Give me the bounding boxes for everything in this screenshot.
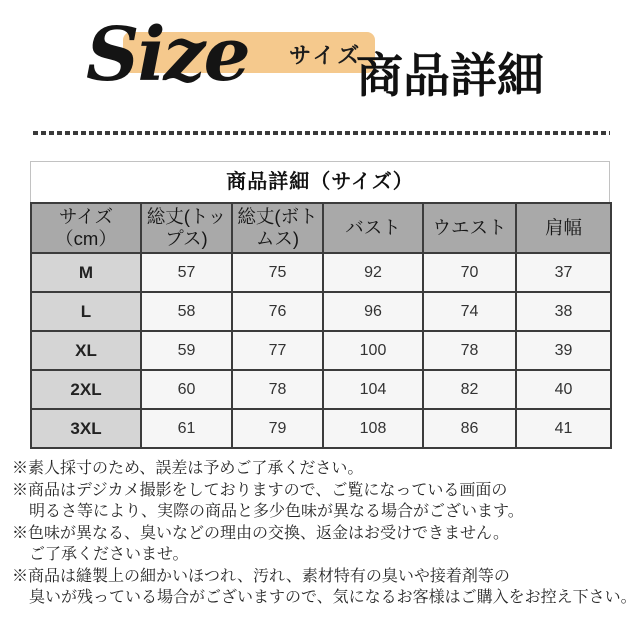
column-header: サイズ（cm） <box>31 203 141 253</box>
size-label: M <box>31 253 141 292</box>
size-katakana-label: サイズ <box>289 43 363 68</box>
note-line: ※素人採寸のため、誤差は予めご了承ください。 <box>12 460 364 477</box>
measurement-cell: 92 <box>323 253 423 292</box>
table-header-row <box>31 203 611 253</box>
measurement-cell: 82 <box>423 370 516 409</box>
measurement-cell: 57 <box>141 253 232 292</box>
measurement-cell: 41 <box>516 409 611 448</box>
measurement-cell: 78 <box>423 331 516 370</box>
measurement-cell: 78 <box>232 370 323 409</box>
measurement-cell: 76 <box>232 292 323 331</box>
measurement-cell: 100 <box>323 331 423 370</box>
measurement-cell: 58 <box>141 292 232 331</box>
measurement-cell: 70 <box>423 253 516 292</box>
page-title: 商品詳細 <box>356 49 544 104</box>
measurement-cell: 59 <box>141 331 232 370</box>
size-label: L <box>31 292 141 331</box>
note-line: ご了承くださいませ。 <box>29 546 189 563</box>
measurement-cell: 86 <box>423 409 516 448</box>
table-row <box>31 292 611 331</box>
note-line: ※商品は縫製上の細かいほつれ、汚れ、素材特有の臭いや接着剤等の <box>12 567 510 585</box>
table-row <box>31 370 611 409</box>
measurement-cell: 96 <box>323 292 423 331</box>
column-header: バスト <box>323 203 423 253</box>
measurement-cell: 61 <box>141 409 232 448</box>
measurement-cell: 108 <box>323 409 423 448</box>
size-label: 2XL <box>31 370 141 409</box>
column-header: 肩幅 <box>516 203 611 253</box>
size-label: XL <box>31 331 141 370</box>
measurement-cell: 38 <box>516 292 611 331</box>
column-header: ウエスト <box>423 203 516 253</box>
column-header: 総丈(ボトムス) <box>232 203 323 253</box>
column-header: 総丈(トップス) <box>141 203 232 253</box>
measurement-cell: 79 <box>232 409 323 448</box>
size-script-word: Size <box>86 12 249 98</box>
note-line: 明るさ等により、実際の商品と多少色味が異なる場合がございます。 <box>29 503 524 520</box>
measurement-cell: 77 <box>232 331 323 370</box>
note-line: ※商品はデジカメ撮影をしておりますので、ご覧になっている画面の <box>12 481 508 499</box>
disclaimer-notes <box>12 458 638 609</box>
measurement-cell: 39 <box>516 331 611 370</box>
table-row <box>31 253 611 292</box>
note-line: 臭いが残っている場合がございますので、気になるお客様はご購入をお控え下さい。 <box>29 589 637 606</box>
measurement-cell: 75 <box>232 253 323 292</box>
size-table <box>30 202 612 449</box>
table-title: 商品詳細（サイズ） <box>30 161 610 202</box>
measurement-cell: 40 <box>516 370 611 409</box>
table-row <box>31 409 611 448</box>
measurement-cell: 37 <box>516 253 611 292</box>
table-row <box>31 331 611 370</box>
measurement-cell: 74 <box>423 292 516 331</box>
measurement-cell: 60 <box>141 370 232 409</box>
note-line: ※色味が異なる、臭いなどの理由の交換、返金はお受けできません。 <box>12 524 509 542</box>
size-table-section <box>30 161 610 449</box>
size-label: 3XL <box>31 409 141 448</box>
dashed-divider <box>33 131 610 135</box>
measurement-cell: 104 <box>323 370 423 409</box>
